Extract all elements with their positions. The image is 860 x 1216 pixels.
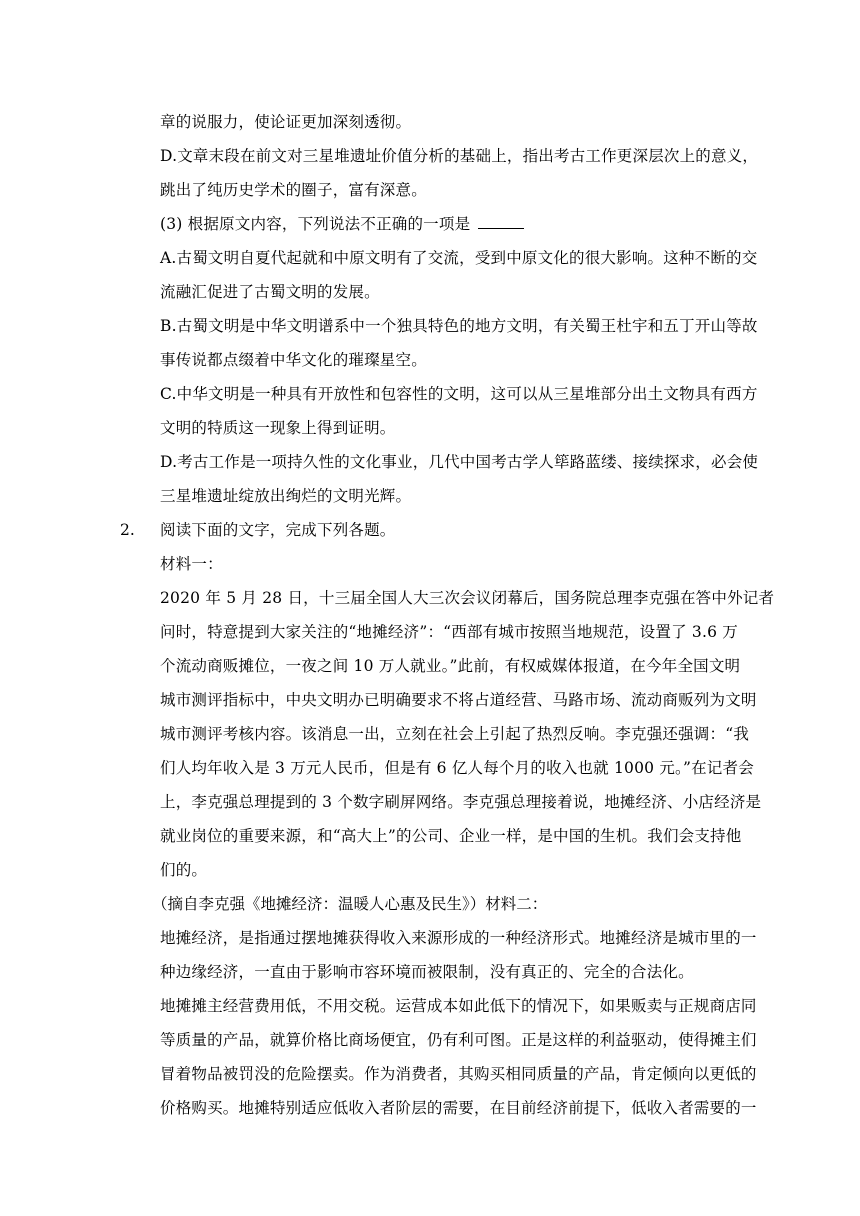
q3-option-d-line1: D.考古工作是一项持久性的文化事业，几代中国考古学人筚路蓝缕、接续探求，必会使 [160, 453, 759, 471]
q3-option-c-line2: 文明的特质这一现象上得到证明。 [160, 419, 396, 437]
material2-line: 价格购买。地摊特别适应低收入者阶层的需要，在目前经济前提下，低收入者需要的一 [160, 1099, 757, 1117]
material1-line: 们的。 [160, 861, 208, 879]
answer-blank[interactable] [478, 214, 524, 229]
q2-stem: 阅读下面的文字，完成下列各题。 [160, 521, 396, 539]
question-number: 2. [120, 521, 135, 539]
q3-option-d-line2: 三星堆遗址绽放出绚烂的文明光辉。 [160, 487, 412, 505]
source-citation: （摘自李克强《地摊经济：温暖人心惠及民生》）材料二： [152, 895, 548, 913]
q1-option-c-tail: 章的说服力，使论证更加深刻透彻。 [160, 113, 412, 131]
material1-line: 个流动商贩摊位，一夜之间 10 万人就业。”此前，有权威媒体报道，在今年全国文明 [160, 657, 741, 675]
q1-option-d-line1: D.文章末段在前文对三星堆遗址价值分析的基础上，指出考古工作更深层次上的意义， [160, 147, 759, 165]
material1-line: 就业岗位的重要来源，和“高大上”的公司、企业一样，是中国的生机。我们会支持他 [160, 827, 742, 845]
material1-line: 城市测评指标中，中央文明办已明确要求不将占道经营、马路市场、流动商贩列为文明 [160, 691, 757, 709]
material1-line: 2020 年 5 月 28 日，十三届全国人大三次会议闭幕后，国务院总理李克强在答中外记者 [160, 589, 775, 607]
q3-stem-text: (3) 根据原文内容，下列说法不正确的一项是 [160, 215, 471, 233]
q3-option-c-line1: C.中华文明是一种具有开放性和包容性的文明，这可以从三星堆部分出土文物具有西方 [160, 385, 758, 403]
material1-label: 材料一： [160, 555, 223, 573]
q3-option-b-line2: 事传说都点缀着中华文化的璀璨星空。 [160, 351, 427, 369]
q3-stem [160, 214, 740, 234]
q3-option-a-line1: A.古蜀文明自夏代起就和中原文明有了交流，受到中原文化的很大影响。这种不断的交 [160, 249, 758, 267]
material1-line: 上，李克强总理提到的 3 个数字刷屏网络。李克强总理接着说，地摊经济、小店经济是 [160, 793, 762, 811]
q3-option-a-line2: 流融汇促进了古蜀文明的发展。 [160, 283, 380, 301]
material1-line: 问时，特意提到大家关注的“地摊经济”：“西部有城市按照当地规范，设置了 3.6 万 [160, 623, 738, 641]
material2-line: 地摊经济，是指通过摆地摊获得收入来源形成的一种经济形式。地摊经济是城市里的一 [160, 929, 757, 947]
material2-line: 冒着物品被罚没的危险摆卖。作为消费者，其购买相同质量的产品，肯定倾向以更低的 [160, 1065, 757, 1083]
material2-line: 地摊摊主经营费用低，不用交税。运营成本如此低下的情况下，如果贩卖与正规商店同 [160, 997, 757, 1015]
q1-option-d-line2: 跳出了纯历史学术的圈子，富有深意。 [160, 181, 427, 199]
material1-line: 城市测评考核内容。该消息一出，立刻在社会上引起了热烈反响。李克强还强调：“我 [160, 725, 750, 743]
q3-option-b-line1: B.古蜀文明是中华文明谱系中一个独具特色的地方文明，有关蜀王杜宇和五丁开山等故 [160, 317, 758, 335]
material2-line: 等质量的产品，就算价格比商场便宜，仍有利可图。正是这样的利益驱动，使得摊主们 [160, 1031, 757, 1049]
material1-line: 们人均年收入是 3 万元人民币，但是有 6 亿人每个月的收入也就 1000 元。”在记者会 [160, 759, 754, 777]
material2-line: 种边缘经济，一直由于影响市容环境而被限制，没有真正的、完全的合法化。 [160, 963, 694, 981]
